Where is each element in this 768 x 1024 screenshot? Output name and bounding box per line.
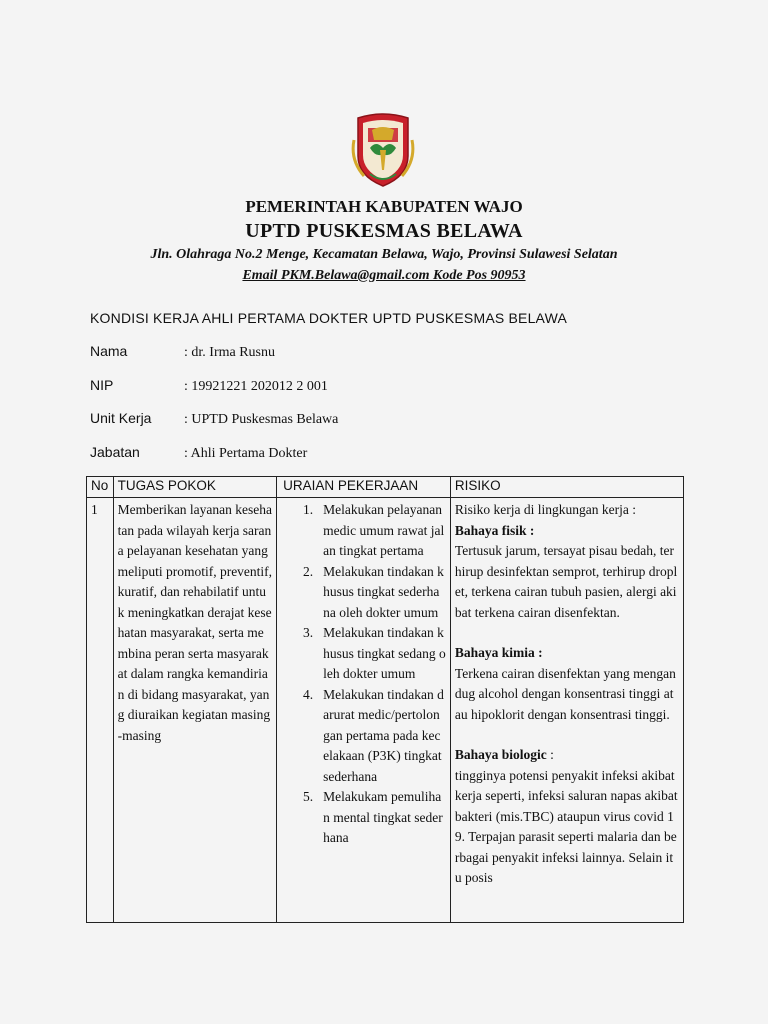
cell-no: 1	[87, 498, 114, 923]
column-header-no: No	[87, 477, 114, 498]
table-row	[87, 498, 684, 923]
risk-section-text: Tertusuk jarum, tersayat pisau bedah, terhirup desinfektan semprot, terhirup droplet, terkena cairan tubuh pasien, alergi akibat terkena cairan disenfektan.	[454, 543, 678, 620]
list-text: Melakukam pemulihan mental tingkat sederhana	[323, 789, 443, 845]
list-number: 1.	[303, 502, 314, 517]
field-label: Jabatan	[90, 444, 140, 460]
header-government-name: PEMERINTAH KABUPATEN WAJO	[245, 197, 523, 216]
risk-section-title: Bahaya biologic	[454, 747, 547, 762]
field-unit-kerja	[90, 410, 338, 428]
risk-section-text: Terkena cairan disenfektan yang mengandug alcohol dengan konsentrasi tinggi atau hipoklorit dengan konsentrasi tinggi.	[454, 665, 676, 722]
list-item	[281, 787, 446, 849]
task-risk-table	[86, 476, 684, 923]
header-institution-name: UPTD PUSKESMAS BELAWA	[245, 220, 523, 242]
header-address: Jln. Olahraga No.2 Menge, Kecamatan Belawa, Wajo, Provinsi Sulawesi Selatan	[150, 247, 618, 262]
field-value: : UPTD Puskesmas Belawa	[184, 412, 339, 427]
field-label: Unit Kerja	[90, 410, 152, 426]
list-number: 3.	[303, 625, 314, 640]
field-label: Nama	[90, 343, 128, 359]
spacer	[455, 725, 679, 745]
list-item	[281, 685, 446, 788]
document-title: KONDISI KERJA AHLI PERTAMA DOKTER UPTD PUSKESMAS BELAWA	[90, 310, 568, 326]
field-value: : Ahli Pertama Dokter	[184, 446, 308, 461]
field-label: NIP	[90, 377, 114, 393]
list-item	[281, 623, 446, 685]
list-number: 4.	[303, 686, 314, 702]
list-text: Melakukan tindakan khusus tingkat sedang oleh dokter umum	[323, 625, 446, 681]
column-header-tugas-pokok: TUGAS POKOK	[113, 477, 277, 498]
cell-uraian-pekerjaan	[277, 498, 451, 923]
list-number: 2.	[303, 563, 314, 579]
list-item	[281, 500, 446, 562]
list-text: Melakukan tindakan darurat medic/pertolongan pertama pada kecelakaan (P3K) tingkat sederhana	[323, 686, 444, 784]
list-item	[281, 562, 446, 624]
field-nama	[90, 343, 275, 361]
kabupaten-emblem-logo	[350, 110, 416, 188]
field-value: : 19921221 202012 2 001	[184, 379, 328, 394]
field-jabatan	[90, 444, 307, 462]
table-header-row	[87, 477, 684, 498]
spacer	[455, 623, 679, 643]
risk-section-heading	[455, 745, 679, 766]
risk-section-title: Bahaya fisik :	[454, 522, 535, 538]
cell-risiko	[450, 498, 683, 923]
column-header-uraian-pekerjaan: URAIAN PEKERJAAN	[277, 477, 451, 498]
cell-tugas-pokok: Memberikan layanan kesehatan pada wilayah kerja sarana pelayanan kesehatan yang meliputi promotif, preventif, kuratif, dan rehabilatif untuk meningkatkan derajat kesehatan masyarakat, serta membina peran serta masyarakat dalam rangka kemandirian di bidang masyarakat, yang diuraikan kegiatan masing-masing	[113, 498, 277, 923]
list-text: Melakukan tindakan khusus tingkat sederhana oleh dokter umum	[323, 563, 444, 620]
field-value: : dr. Irma Rusnu	[184, 345, 275, 360]
list-number: 5.	[303, 789, 314, 804]
risk-section-text: tingginya potensi penyakit infeksi akibat kerja seperti, infeksi saluran napas akibat bakteri (mis.TBC) ataupun virus covid 19. Terpajan parasit seperti malaria dan berbagai penyakit infeksi lainnya. Selain itu posis	[454, 767, 678, 885]
field-nip	[90, 377, 328, 395]
column-header-risiko: RISIKO	[450, 477, 683, 498]
risk-section-title: Bahaya kimia :	[454, 645, 543, 660]
header-contact: Email PKM.Belawa@gmail.com Kode Pos 90953	[242, 268, 526, 283]
uraian-list	[281, 500, 446, 849]
risk-intro: Risiko kerja di lingkungan kerja :	[454, 502, 636, 517]
list-text: Melakukan pelayanan medic umum rawat jalan tingkat pertama	[323, 502, 445, 558]
risk-section-title-suffix: :	[546, 747, 554, 762]
